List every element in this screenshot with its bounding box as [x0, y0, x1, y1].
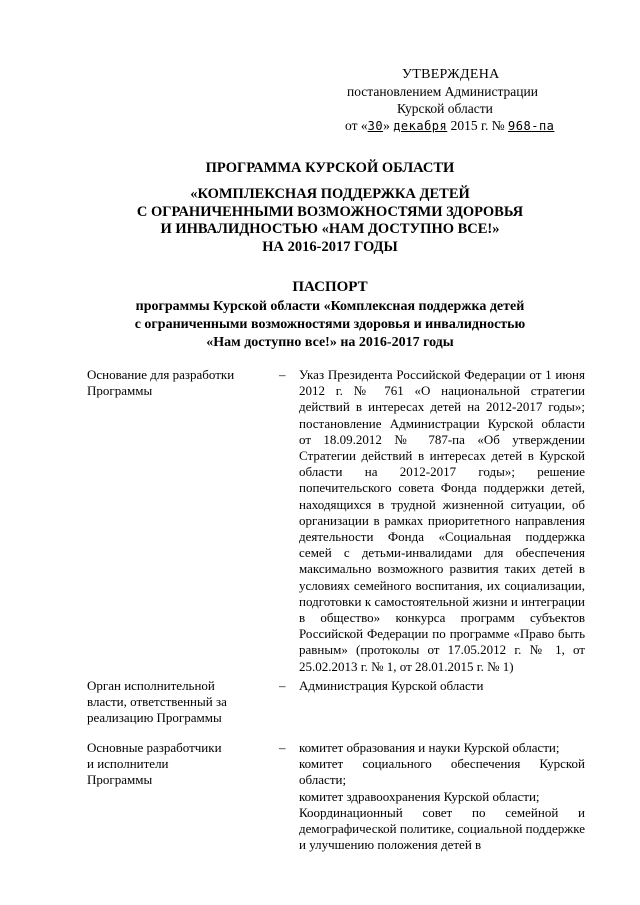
- program-title-line4: И ИНВАЛИДНОСТЬЮ «НАМ ДОСТУПНО ВСЕ!»: [160, 221, 500, 237]
- passport-heading: ПАСПОРТ: [292, 279, 368, 295]
- date-day: 30: [367, 119, 384, 133]
- approval-date-line: [345, 117, 605, 135]
- program-title-line2: «КОМПЛЕКСНАЯ ПОДДЕРЖКА ДЕТЕЙ: [190, 186, 470, 202]
- row-value: Указ Президента Российской Федерации от 1 июня 2012 г. № 761 «О национальной стратегии действий в интересах детей на 2012-2017 годы»; постановление Администрации Курской области от 18.09.2012 № 787-па «Об утверждении Стратегии действий в интересах детей в Курской области на 2012-2017 годы»; решение попечительского совета Фонда поддержки детей, находящихся в трудной жизненной ситуации, об организации в рамках приоритетного направления деятельности Фонда «Социальная поддержка семей с детьми-инвалидами для обеспечения максимально возможного развития таких детей в условиях семейного воспитания, их социализации, подготовки к самостоятельной жизни и интеграции в общество» конкурса программ субъектов Российской Федерации по программе «Право быть равным» (протоколы от 17.05.2012 г. № 1, от 25.02.2013 г. № 1, от 28.01.2015 г. № 1): [299, 367, 585, 674]
- passport-subtitle-line2: с ограниченными возможностями здоровья и инвалидностью: [134, 317, 526, 332]
- developer-item: комитет образования и науки Курской области;: [299, 740, 560, 755]
- row-label-line: Программы: [87, 383, 153, 399]
- program-title-line5: НА 2016-2017 ГОДЫ: [262, 238, 398, 255]
- row-label-line: власти, ответственный за: [87, 694, 227, 710]
- developer-item: комитет социального обеспечения Курской области;: [299, 756, 585, 788]
- row-value: Администрация Курской области: [299, 678, 484, 693]
- decree-number: 968-па: [508, 119, 555, 133]
- date-prefix: от «: [345, 118, 368, 133]
- program-title-line1: ПРОГРАММА КУРСКОЙ ОБЛАСТИ: [205, 160, 455, 176]
- row-value: [299, 740, 585, 853]
- row-label-line: и исполнители: [87, 756, 169, 772]
- row-label-line: Основание для разработки: [87, 367, 235, 382]
- row-label-line: Основные разработчики: [87, 740, 222, 755]
- program-title: [60, 186, 600, 256]
- approval-heading: УТВЕРЖДЕНА: [402, 67, 500, 82]
- date-year: 2015 г. №: [450, 118, 505, 133]
- row-dash: –: [279, 740, 286, 755]
- developer-item: Координационный совет по семейной и демографической политике, социальной поддержке и улучшению положения детей в: [299, 804, 585, 853]
- passport-subtitle: [60, 298, 600, 352]
- row-label: [87, 740, 257, 789]
- row-dash: –: [279, 367, 286, 382]
- approval-line-decree: постановлением Администрации: [347, 84, 538, 99]
- passport-subtitle-line1: программы Курской области «Комплексная поддержка детей: [135, 299, 525, 314]
- developer-item: комитет здравоохранения Курской области;: [299, 788, 540, 804]
- program-title-line3: С ОГРАНИЧЕННЫМИ ВОЗМОЖНОСТЯМИ ЗДОРОВЬЯ: [136, 203, 524, 220]
- approval-stamp: [345, 66, 605, 135]
- row-label: [87, 678, 257, 727]
- row-label: [87, 367, 257, 399]
- row-label-line: Программы: [87, 772, 153, 788]
- date-month: декабря: [393, 119, 448, 133]
- row-label-line: Орган исполнительной: [87, 678, 215, 693]
- approval-line-region: Курской области: [397, 101, 493, 116]
- passport-subtitle-line3: «Нам доступно все!» на 2016-2017 годы: [206, 335, 454, 350]
- row-label-line: реализацию Программы: [87, 710, 222, 726]
- row-dash: –: [279, 678, 286, 693]
- date-mid: »: [383, 118, 394, 133]
